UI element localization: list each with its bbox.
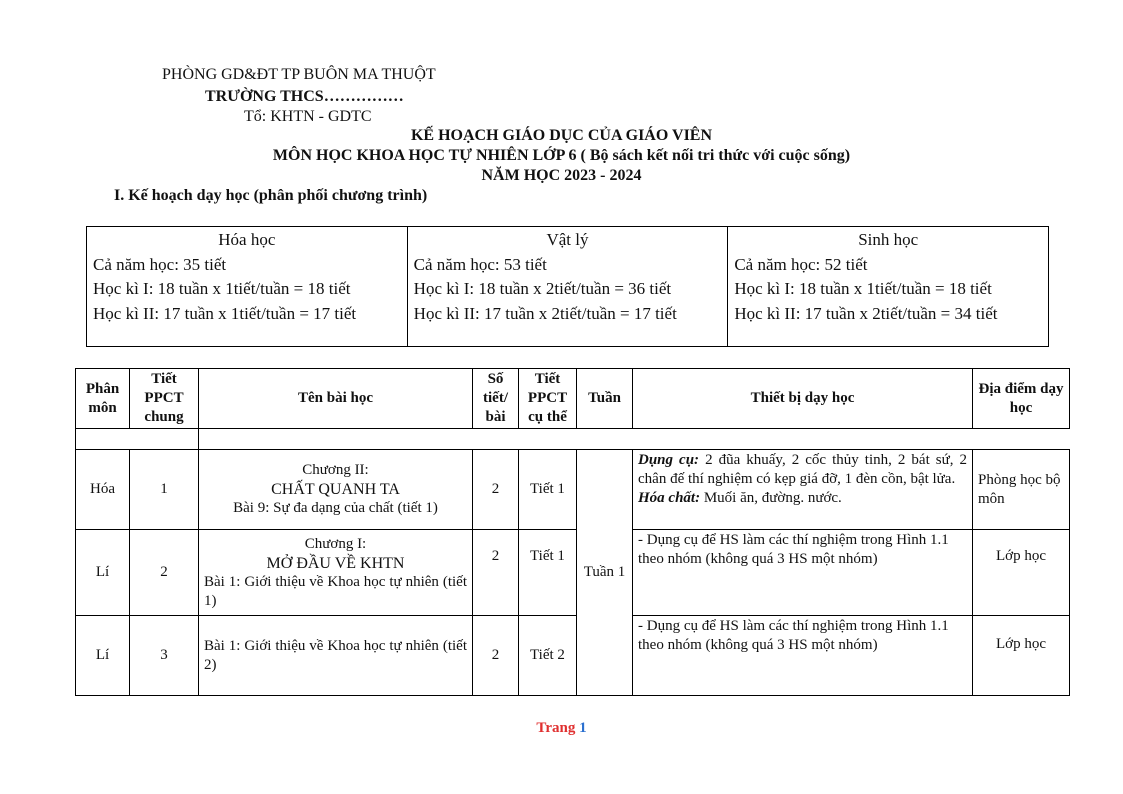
equipment-text: 2 đũa khuấy, 2 cốc thủy tinh, 2 bát sứ, 2 chân đế thí nghiệm có kẹp giá đỡ, 1 đèn cồn, bật lửa. xyxy=(638,452,968,487)
row-lesson xyxy=(199,450,473,530)
summary-term1: Học kì I: 18 tuần x 2tiết/tuần = 36 tiết xyxy=(413,279,672,298)
row-ppct-detail: Tiết 1 xyxy=(519,450,577,530)
summary-chemistry xyxy=(87,227,408,346)
row-location: Lớp học xyxy=(973,530,1070,616)
row-location: Lớp học xyxy=(973,616,1070,696)
chapter-label: Chương I: xyxy=(304,535,367,552)
summary-biology xyxy=(728,227,1048,346)
page-number xyxy=(0,720,1123,737)
summary-box xyxy=(86,226,1049,347)
summary-subject-name: Sinh học xyxy=(858,230,919,249)
row-ppct: 2 xyxy=(130,530,199,616)
row-subject: Lí xyxy=(76,530,130,616)
row-lesson xyxy=(199,616,473,696)
chapter-name: CHẤT QUANH TA xyxy=(271,481,400,498)
week-cell: Tuần 1 xyxy=(577,450,633,696)
header-week: Tuần xyxy=(577,369,633,429)
summary-physics xyxy=(408,227,729,346)
chapter-name: MỞ ĐẦU VỀ KHTN xyxy=(266,554,405,572)
equipment-label: Dụng cụ: xyxy=(638,452,700,468)
row-equipment: - Dụng cụ để HS làm các thí nghiệm trong Hình 1.1 theo nhóm (không quá 3 HS một nhóm) xyxy=(633,530,973,616)
summary-subject-name: Vật lý xyxy=(546,230,589,249)
row-subject: Lí xyxy=(76,616,130,696)
row-count: 2 xyxy=(473,450,519,530)
lesson-plan-table xyxy=(75,368,1070,696)
summary-year: Cả năm học: 35 tiết xyxy=(93,254,227,274)
department-name: PHÒNG GD&ĐT TP BUÔN MA THUỘT xyxy=(162,66,436,83)
row-ppct: 3 xyxy=(130,616,199,696)
row-equipment: - Dụng cụ để HS làm các thí nghiệm trong Hình 1.1 theo nhóm (không quá 3 HS một nhóm) xyxy=(633,616,973,696)
lesson-name: Bài 1: Giới thiệu về Khoa học tự nhiên (tiết 1) xyxy=(204,573,467,609)
summary-term1: Học kì I: 18 tuần x 1tiết/tuần = 18 tiết xyxy=(734,279,992,298)
summary-subject-name: Hóa học xyxy=(218,230,276,249)
summary-year: Cả năm học: 53 tiết xyxy=(413,254,547,274)
header-ppct: Tiết PPCT chung xyxy=(130,369,199,429)
header-count: Số tiết/ bài xyxy=(473,369,519,429)
table-row xyxy=(76,530,1070,616)
header-equipment: Thiết bị dạy học xyxy=(633,369,973,429)
lesson-name: Bài 9: Sự đa dạng của chất (tiết 1) xyxy=(233,500,438,516)
row-ppct: 1 xyxy=(130,450,199,530)
chemicals-text: Muối ăn, đường. nước. xyxy=(700,490,842,506)
row-ppct-detail: Tiết 2 xyxy=(519,616,577,696)
row-lesson xyxy=(199,530,473,616)
page-word: Trang xyxy=(536,720,576,736)
document-subtitle: MÔN HỌC KHOA HỌC TỰ NHIÊN LỚP 6 ( Bộ sách kết nối tri thức với cuộc sống) xyxy=(272,147,851,164)
document-title: KẾ HOẠCH GIÁO DỤC CỦA GIÁO VIÊN xyxy=(410,127,713,144)
chapter-label: Chương II: xyxy=(302,462,369,478)
table-row xyxy=(76,450,1070,530)
row-subject: Hóa xyxy=(76,450,130,530)
summary-term2: Học kì II: 17 tuần x 2tiết/tuần = 34 tiết xyxy=(734,303,998,323)
section-title: I. Kế hoạch dạy học (phân phối chương trình) xyxy=(114,187,428,204)
page-digit: 1 xyxy=(579,720,587,736)
header-lesson: Tên bài học xyxy=(199,369,473,429)
row-ppct-detail: Tiết 1 xyxy=(519,530,577,616)
header-location: Địa điểm dạy học xyxy=(973,369,1070,429)
school-year: NĂM HỌC 2023 - 2024 xyxy=(481,167,642,184)
group-name: Tổ: KHTN - GDTC xyxy=(244,108,372,125)
spacer-row xyxy=(76,429,1070,450)
table-row xyxy=(76,616,1070,696)
row-count: 2 xyxy=(473,530,519,616)
row-location: Phòng học bộ môn xyxy=(973,450,1070,530)
lesson-name: Bài 1: Giới thiệu về Khoa học tự nhiên (tiết 2) xyxy=(204,637,467,673)
summary-term2: Học kì II: 17 tuần x 2tiết/tuần = 17 tiết xyxy=(413,303,677,323)
row-count: 2 xyxy=(473,616,519,696)
table-header-row xyxy=(76,369,1070,429)
header-ppct-detail: Tiết PPCT cụ thể xyxy=(519,369,577,429)
summary-year: Cả năm học: 52 tiết xyxy=(734,254,868,274)
summary-term1: Học kì I: 18 tuần x 1tiết/tuần = 18 tiết xyxy=(93,279,351,298)
school-name: TRƯỜNG THCS…………… xyxy=(205,88,404,105)
header-subject: Phân môn xyxy=(76,369,130,429)
summary-term2: Học kì II: 17 tuần x 1tiết/tuần = 17 tiết xyxy=(93,303,357,323)
row-equipment xyxy=(633,450,973,530)
chemicals-label: Hóa chất: xyxy=(638,490,701,506)
